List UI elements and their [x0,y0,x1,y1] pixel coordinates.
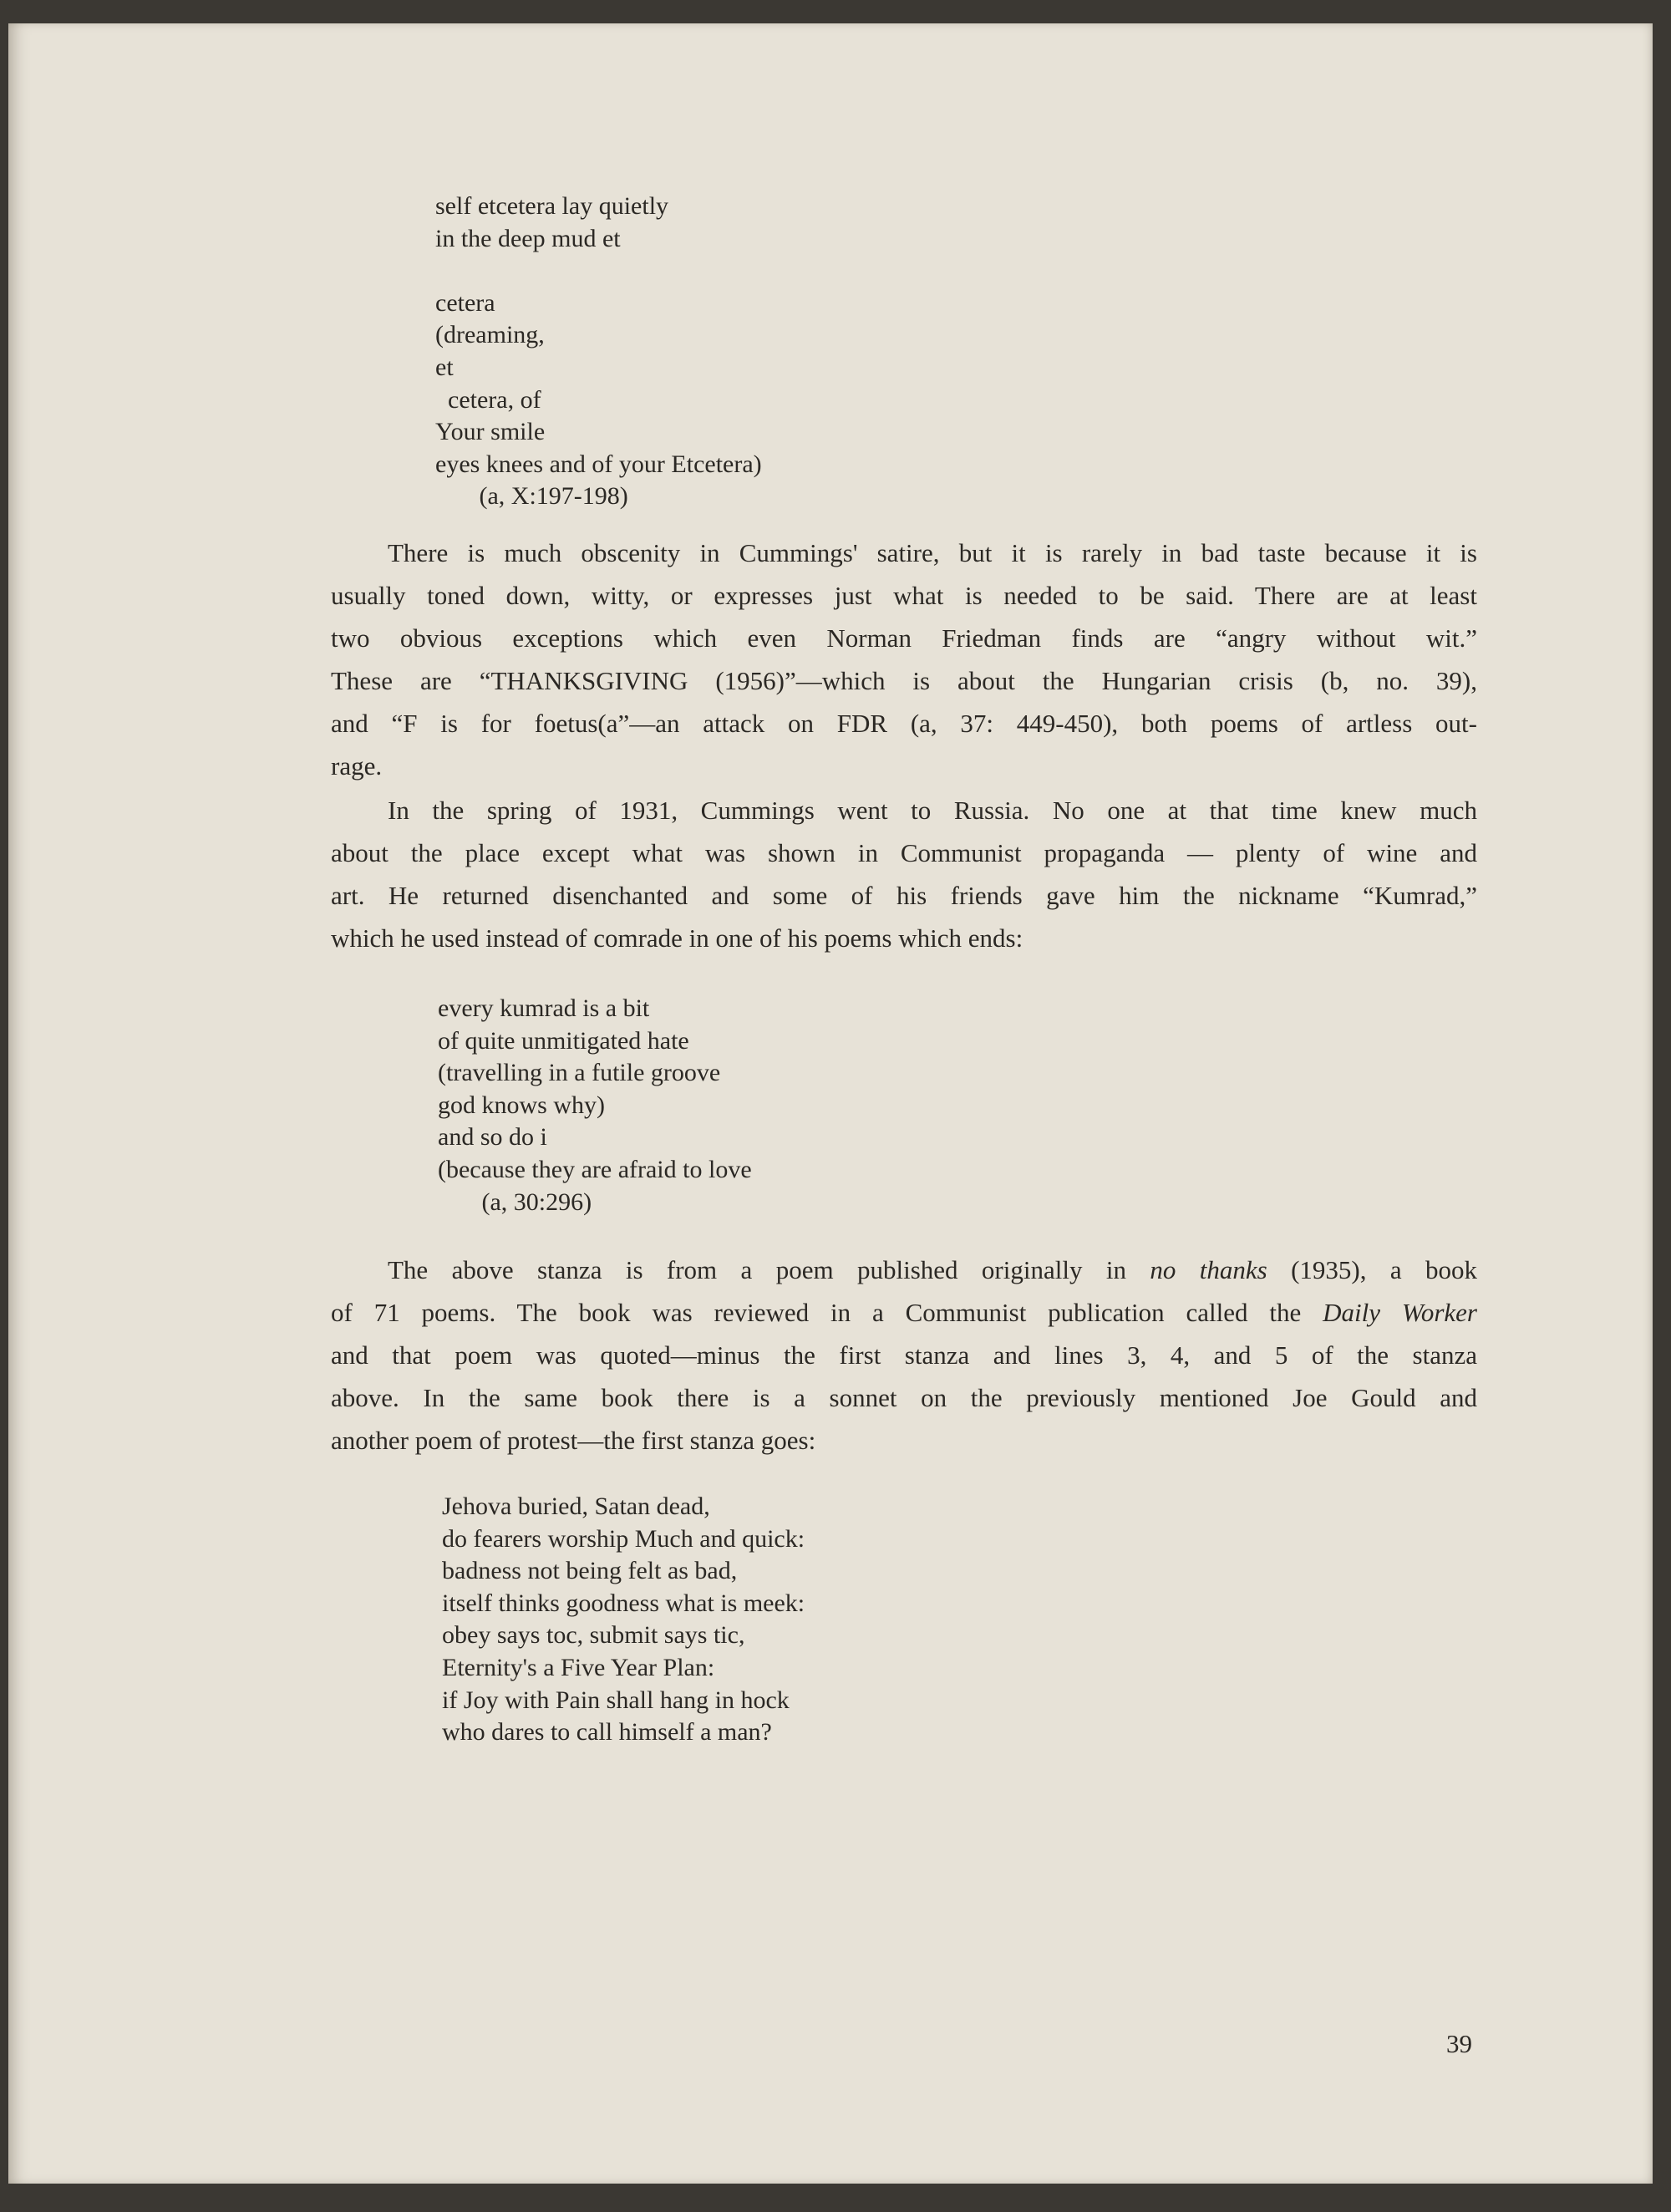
poem-line: self etcetera lay quietly [435,192,669,220]
poem-line: Eternity's a Five Year Plan: [442,1653,715,1681]
poem-line: (travelling in a futile groove [438,1059,721,1087]
paragraph-no-thanks [331,1248,1477,1462]
poem-line: Jehova buried, Satan dead, [442,1492,710,1520]
text-line: rage. [331,751,383,781]
poem-line: of quite unmitigated hate [438,1026,689,1055]
paragraph-obscenity [331,531,1477,787]
poem-line: obey says toc, submit says tic, [442,1621,745,1650]
poem-line: who dares to call himself a man? [442,1718,772,1747]
poem-line: in the deep mud et [435,224,621,252]
text-line: In the spring of 1931, Cummings went to Russia. No one at that time knew much [388,796,1477,825]
text-line [331,1291,1477,1334]
text-line: There is much obscenity in Cummings' satire, but it is rarely in bad taste because it is [388,538,1477,567]
text-line: about the place except what was shown in Communist propaganda — plenty of wine and [331,838,1477,867]
poem-line: god knows why) [438,1091,605,1119]
text-line: and “F is for foetus(a”—an attack on FDR (a, 37: 449-450), both poems of artless out- [331,709,1477,738]
poem-citation: (a, X:197-198) [435,482,628,511]
poem-line: and so do i [438,1123,547,1152]
book-title-no-thanks: no thanks [1150,1255,1267,1284]
text-line: usually toned down, witty, or expresses just what is needed to be said. There are at least [331,581,1477,610]
poem-line: cetera, of [435,385,541,414]
text-line: These are “THANKSGIVING (1956)”—which is about the Hungarian crisis (b, no. 39), [331,666,1477,695]
text-line: two obvious exceptions which even Norman Friedman finds are “angry without wit.” [331,623,1477,653]
document-page [8,23,1653,2184]
poem-line: every kumrad is a bit [438,994,650,1022]
poem-line: itself thinks goodness what is meek: [442,1589,805,1617]
text-segment: (1935), a book [1267,1255,1477,1284]
poem-line: do fearers worship Much and quick: [442,1524,805,1553]
poem-line: (dreaming, [435,321,545,349]
poem-line [435,255,762,287]
text-segment: of 71 poems. The book was reviewed in a Communist publication called the [331,1298,1323,1327]
publication-title-daily-worker: Daily Worker [1323,1298,1477,1327]
poem-line: cetera [435,288,495,317]
text-line: above. In the same book there is a sonnet on the previously mentioned Joe Gould and [331,1383,1477,1412]
poem-line: Your smile [435,418,546,446]
poem-quote-kumrad [438,993,752,1218]
poem-line: et [435,353,454,381]
poem-citation: (a, 30:296) [438,1187,592,1216]
poem-line: eyes knees and of your Etcetera) [435,450,762,478]
text-line [331,1248,1477,1291]
poem-line: if Joy with Pain shall hang in hock [442,1686,790,1714]
text-line: and that poem was quoted—minus the first stanza and lines 3, 4, and 5 of the stanza [331,1340,1477,1370]
text-segment: The above stanza is from a poem published originally in [388,1255,1150,1284]
poem-quote-jehova [442,1491,805,1749]
poem-quote-etcetera [435,191,762,513]
text-line: art. He returned disenchanted and some of his friends gave him the nickname “Kumrad,” [331,881,1477,910]
paragraph-russia [331,789,1477,959]
poem-line: badness not being felt as bad, [442,1557,738,1585]
poem-line: (because they are afraid to love [438,1155,752,1183]
text-line: another poem of protest—the first stanza goes: [331,1426,816,1455]
page-number: 39 [1446,2029,1472,2058]
text-line: which he used instead of comrade in one of his poems which ends: [331,923,1023,953]
